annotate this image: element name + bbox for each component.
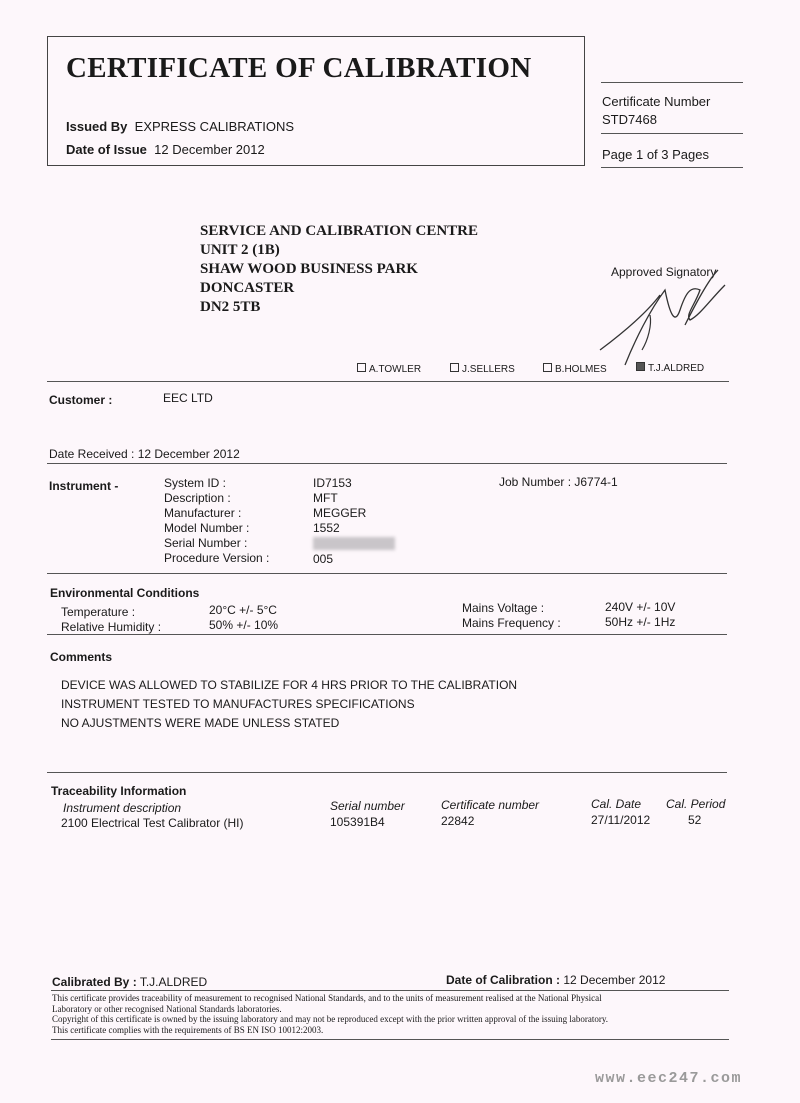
cert-number-label: Certificate Number [602, 94, 711, 109]
date-of-issue-value: 12 December 2012 [154, 142, 265, 157]
certificate-title: CERTIFICATE OF CALIBRATION [66, 52, 532, 84]
field-label: Manufacturer : [164, 506, 242, 520]
comments-title: Comments [50, 650, 113, 664]
trace-serial: 105391B4 [330, 815, 385, 829]
trace-cal-period: 52 [688, 813, 702, 827]
temperature-label: Temperature : [61, 605, 136, 619]
field-value: ID7153 [313, 476, 352, 490]
field-value: MFT [313, 491, 338, 505]
address-line: SERVICE AND CALIBRATION CENTRE [200, 223, 478, 239]
signature-icon [590, 255, 740, 375]
address-line: DONCASTER [200, 280, 295, 296]
cert-number: STD7468 [602, 112, 657, 127]
comment-line: DEVICE WAS ALLOWED TO STABILIZE FOR 4 HRS PRIOR TO THE CALIBRATION [61, 678, 518, 692]
environment-title: Environmental Conditions [50, 586, 200, 600]
mains-frequency-label: Mains Frequency : [462, 616, 561, 630]
trace-header-certificate: Certificate number [441, 798, 540, 812]
field-label: System ID : [164, 476, 227, 490]
divider [601, 167, 743, 168]
address-line: SHAW WOOD BUSINESS PARK [200, 261, 418, 277]
trace-description: 2100 Electrical Test Calibrator (HI) [61, 816, 244, 830]
trace-header-description: Instrument description [63, 801, 182, 815]
divider [601, 133, 743, 134]
field-label: Model Number : [164, 521, 250, 535]
temperature-value: 20°C +/- 5°C [209, 603, 277, 617]
checkbox-icon[interactable] [450, 363, 459, 372]
divider [47, 381, 729, 382]
trace-certificate: 22842 [441, 814, 475, 828]
address-line: UNIT 2 (1B) [200, 242, 280, 258]
divider [47, 772, 727, 773]
divider [601, 82, 743, 83]
date-of-issue [66, 142, 265, 157]
date-of-calibration-label: Date of Calibration : [446, 973, 561, 987]
checkbox-icon[interactable] [357, 363, 366, 372]
date-of-issue-label: Date of Issue [66, 142, 147, 157]
customer-label: Customer : [49, 393, 113, 407]
address-line: DN2 5TB [200, 299, 261, 315]
footer-note: This certificate provides traceability of measurement to recognised National Standards, and to the units of measurement realised at the National Physical [52, 993, 602, 1003]
footer-note: This certificate complies with the requirements of BS EN ISO 10012:2003. [52, 1024, 324, 1035]
serial-number-value [313, 537, 395, 552]
field-value: 1552 [313, 521, 340, 535]
date-of-calibration-value: 12 December 2012 [563, 973, 666, 987]
redacted-serial [313, 537, 395, 550]
footer-note: Laboratory or other recognised National Standards laboratories. [52, 1003, 282, 1014]
comments-body [61, 676, 517, 733]
field-label: Serial Number : [164, 536, 248, 550]
date-of-calibration [446, 973, 665, 987]
footer-note: Copyright of this certificate is owned by the issuing laboratory and may not be reproduced except with the prior written approval of the issuing laboratory. [52, 1014, 609, 1024]
trace-header-cal-date: Cal. Date [591, 797, 642, 811]
approved-signatory-label: Approved Signatory [611, 265, 717, 279]
field-label: Description : [164, 491, 231, 505]
job-number: Job Number : J6774-1 [499, 475, 618, 489]
mains-voltage-value: 240V +/- 10V [605, 600, 676, 614]
field-label: Procedure Version : [164, 551, 270, 565]
issued-by-label: Issued By [66, 119, 128, 134]
divider [51, 1039, 729, 1040]
divider [51, 990, 729, 991]
divider [47, 463, 727, 464]
signatory-b-holmes[interactable]: B.HOLMES [543, 363, 607, 375]
page-info: Page 1 of 3 Pages [602, 147, 709, 162]
comment-line: INSTRUMENT TESTED TO MANUFACTURES SPECIFICATIONS [61, 697, 415, 711]
footer-notes [52, 993, 608, 1035]
trace-cal-date: 27/11/2012 [591, 813, 651, 827]
signatory-tj-aldred[interactable]: T.J.ALDRED [636, 362, 704, 374]
comment-line: NO AJUSTMENTS WERE MADE UNLESS STATED [61, 716, 340, 730]
traceability-title: Traceability Information [51, 784, 187, 798]
date-received: Date Received : 12 December 2012 [49, 447, 240, 461]
checkbox-icon[interactable] [543, 363, 552, 372]
calibrated-by-value: T.J.ALDRED [139, 975, 208, 989]
instrument-field-values [313, 476, 395, 567]
trace-header-serial: Serial number [330, 799, 405, 813]
instrument-label: Instrument - [49, 479, 119, 493]
calibrated-by-label: Calibrated By : [52, 975, 137, 989]
humidity-label: Relative Humidity : [61, 620, 162, 634]
customer-value: EEC LTD [163, 391, 213, 405]
issued-by [66, 119, 294, 134]
instrument-field-labels [164, 476, 269, 566]
divider [47, 634, 727, 635]
issued-by-value: EXPRESS CALIBRATIONS [134, 119, 295, 134]
watermark: www.eec247.com [595, 1070, 743, 1087]
mains-frequency-value: 50Hz +/- 1Hz [605, 615, 676, 629]
humidity-value: 50% +/- 10% [209, 618, 279, 632]
signatory-j-sellers[interactable]: J.SELLERS [450, 363, 515, 375]
mains-voltage-label: Mains Voltage : [462, 601, 545, 615]
signatory-a-towler[interactable]: A.TOWLER [357, 363, 421, 375]
divider [47, 573, 727, 574]
field-value: MEGGER [313, 506, 367, 520]
address-block [200, 222, 478, 317]
field-value: 005 [313, 552, 334, 566]
checked-checkbox-icon[interactable] [636, 362, 645, 371]
calibrated-by [52, 975, 207, 989]
trace-header-cal-period: Cal. Period [666, 797, 726, 811]
